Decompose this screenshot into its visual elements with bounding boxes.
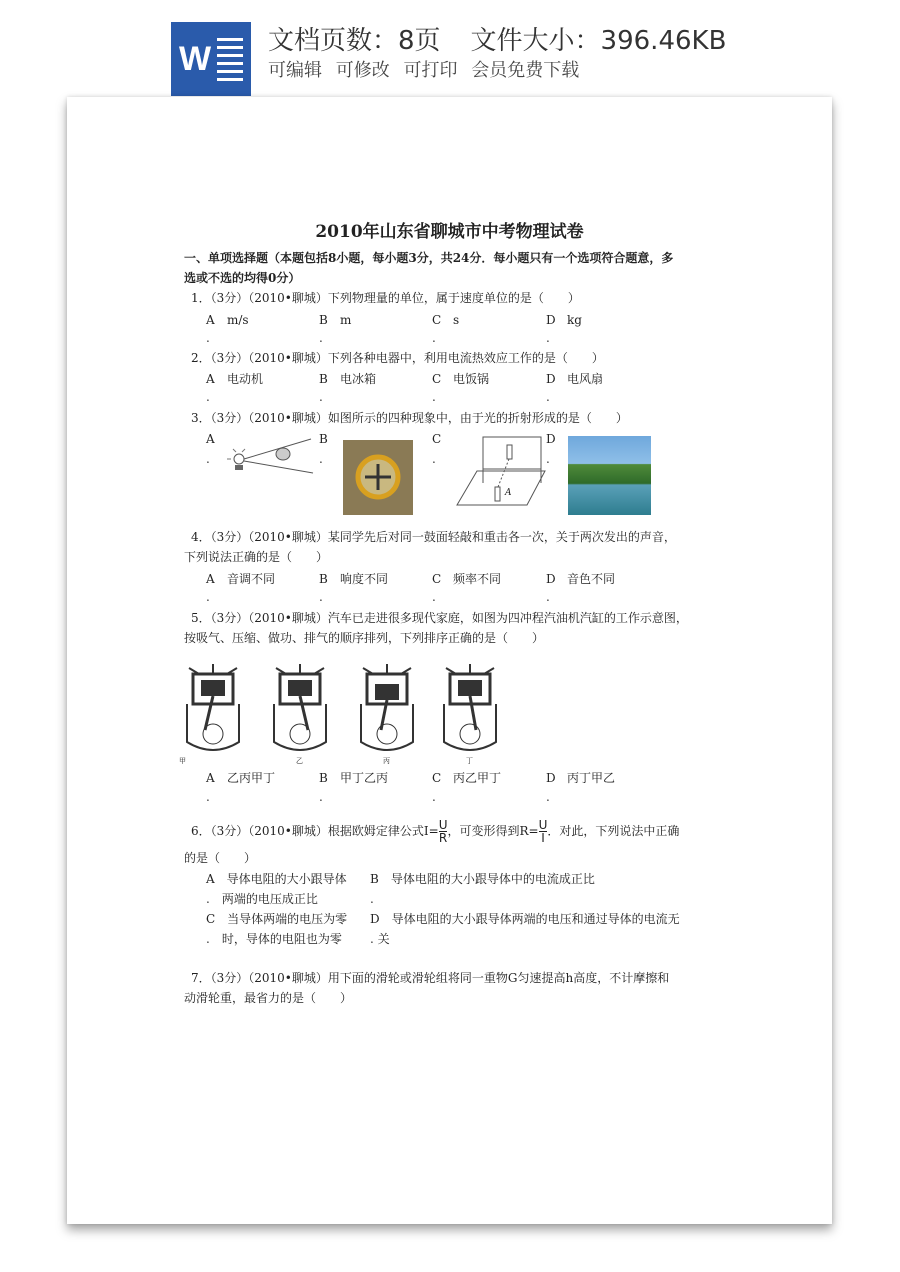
q6-option-c-cont-text: 时，导体的电阻也为零 [221, 932, 342, 946]
dot: . [432, 390, 436, 404]
figure-magnifier [343, 440, 413, 515]
dot: . [206, 590, 210, 604]
dot: . [206, 452, 210, 466]
q4-option-d: 音色不同 [567, 572, 616, 586]
q4-option-a: 音调不同 [227, 572, 276, 586]
figure-shadow-lamp [227, 437, 317, 481]
q6-stem-part-b: ，可变形得到R= [447, 824, 539, 838]
q6-stem-part-c: ．对此，下列说法中正确 [547, 824, 680, 838]
word-icon-letter: W [179, 40, 212, 78]
q2-option-d-letter: D [546, 372, 556, 386]
feature-member-download: 会员免费下载 [471, 60, 580, 81]
dot: . [319, 390, 323, 404]
feature-editable: 可编辑 [268, 60, 322, 81]
q4-option-a-letter: A [206, 572, 215, 586]
q6-option-b: B 导体电阻的大小跟导体中的电流成正比 [370, 872, 595, 886]
q6-option-c-cont [206, 931, 342, 947]
q6-option-a-cont [206, 891, 318, 907]
q1-option-d: kg [567, 313, 582, 327]
q3-option-d-letter: D [546, 432, 556, 446]
fraction-numerator: U [438, 818, 448, 832]
q1-option-b-letter: B [319, 313, 328, 327]
question-1-stem: 1．（3分）（2010•聊城）下列物理量的单位，属于速度单位的是（ ） [191, 291, 580, 305]
q4-option-d-letter: D [546, 572, 556, 586]
engine-label-bing: 丙 [383, 757, 390, 765]
q3-option-c-letter: C [432, 432, 442, 446]
dot: . [370, 932, 374, 946]
dot: . [319, 452, 323, 466]
dot: . [432, 790, 436, 804]
q6-option-d-cont-text: 关 [377, 932, 390, 946]
fraction-denominator: R [438, 831, 448, 845]
dot: . [206, 932, 222, 946]
q4-option-c: 频率不同 [453, 572, 502, 586]
question-7-stem: 7．（3分）（2010•聊城）用下面的滑轮或滑轮组将同一重物G匀速提高h高度，不计摩擦和 [191, 971, 670, 985]
document-lines-icon [217, 38, 243, 82]
question-5-stem-cont: 按吸气、压缩、做功、排气的顺序排列，下列排序正确的是（ ） [184, 631, 545, 645]
dot: . [206, 331, 210, 345]
dot: . [319, 590, 323, 604]
question-6-stem [191, 819, 679, 844]
dot: . [432, 331, 436, 345]
document-page [67, 97, 832, 1224]
q5-option-a: 乙丙甲丁 [227, 771, 276, 785]
figure-c-label: A [505, 488, 512, 498]
q3-option-a-letter: A [206, 432, 215, 446]
q5-option-b: 甲丁乙丙 [340, 771, 389, 785]
dot: . [319, 331, 323, 345]
dot: . [546, 331, 550, 345]
engine-figure-ding [440, 660, 500, 760]
question-3-stem: 3．（3分）（2010•聊城）如图所示的四种现象中，由于光的折射形成的是（ ） [191, 411, 628, 425]
q2-option-c: 电饭锅 [453, 372, 490, 386]
fraction-denominator: I [541, 831, 545, 845]
q2-option-b: 电冰箱 [340, 372, 377, 386]
dot: . [546, 590, 550, 604]
q6-option-a: A 导体电阻的大小跟导体 [206, 872, 347, 886]
question-4-stem: 4．（3分）（2010•聊城）某同学先后对同一鼓面轻敲和重击各一次，关于两次发出的声音， [191, 530, 676, 544]
page-count: 文档页数：8页 [268, 26, 441, 56]
q1-option-a: m/s [227, 313, 249, 327]
section-heading: 一、单项选择题（本题包括8小题，每小题3分，共24分．每小题只有一个选项符合题意，多 [184, 251, 674, 265]
dot: . [432, 452, 436, 466]
q5-option-a-letter: A [206, 771, 215, 785]
dot: . [370, 892, 374, 906]
q5-option-c: 丙乙甲丁 [453, 771, 502, 785]
q2-option-a-letter: A [206, 372, 215, 386]
q1-option-d-letter: D [546, 313, 556, 327]
question-2-stem: 2．（3分）（2010•聊城）下列各种电器中，利用电流热效应工作的是（ ） [191, 351, 604, 365]
q1-option-c-letter: C [432, 313, 442, 327]
q6-option-d: D 导体电阻的大小跟导体两端的电压和通过导体的电流无 [370, 912, 680, 926]
engine-label-jia: 甲 [179, 757, 186, 765]
document-title: 2010年山东省聊城市中考物理试卷 [315, 222, 584, 242]
q6-option-a-cont-text: 两端的电压成正比 [221, 892, 318, 906]
dot: . [319, 790, 323, 804]
feature-modifiable: 可修改 [335, 60, 390, 81]
dot: . [432, 590, 436, 604]
dot: . [206, 790, 210, 804]
dot: . [546, 390, 550, 404]
feature-list [268, 56, 587, 82]
q2-option-a: 电动机 [227, 372, 264, 386]
q1-option-b: m [340, 313, 352, 327]
word-file-icon [171, 22, 251, 96]
feature-printable: 可打印 [403, 60, 458, 81]
dot: . [206, 892, 222, 906]
q2-option-c-letter: C [432, 372, 442, 386]
q5-option-d: 丙丁甲乙 [567, 771, 616, 785]
q4-option-c-letter: C [432, 572, 442, 586]
file-info [268, 20, 726, 57]
q2-option-d: 电风扇 [567, 372, 604, 386]
fraction-numerator: U [538, 818, 548, 832]
engine-figure-bing [357, 660, 417, 760]
q5-option-c-letter: C [432, 771, 442, 785]
dot: . [546, 790, 550, 804]
q6-stem-part-a: 6．（3分）（2010•聊城）根据欧姆定律公式I= [191, 824, 439, 838]
magnifier-lens-icon [353, 452, 403, 502]
q3-option-b-letter: B [319, 432, 328, 446]
question-6-stem-cont: 的是（ ） [184, 851, 257, 865]
figure-mountain-reflection [568, 436, 651, 515]
engine-label-ding: 丁 [466, 757, 473, 765]
dot: . [546, 452, 550, 466]
q2-option-b-letter: B [319, 372, 328, 386]
engine-figure-yi [270, 660, 330, 760]
dot: . [206, 390, 210, 404]
question-5-stem: 5．（3分）（2010•聊城）汽车已走进很多现代家庭，如图为四冲程汽油机汽缸的工作示意图， [191, 611, 688, 625]
file-size: 文件大小：396.46KB [470, 26, 727, 56]
q6-option-c: C 当导体两端的电压为零 [206, 912, 348, 926]
q1-option-a-letter: A [206, 313, 215, 327]
engine-figure-jia [183, 660, 243, 760]
q4-option-b: 响度不同 [340, 572, 389, 586]
question-4-stem-cont: 下列说法正确的是（ ） [184, 550, 329, 564]
section-heading-cont: 选或不选的均得0分） [184, 271, 301, 285]
figure-plane-mirror [455, 435, 547, 509]
q5-option-d-letter: D [546, 771, 556, 785]
q6-option-d-cont [370, 931, 390, 947]
engine-label-yi: 乙 [296, 757, 303, 765]
q4-option-b-letter: B [319, 572, 328, 586]
q5-option-b-letter: B [319, 771, 328, 785]
q1-option-c: s [453, 313, 460, 327]
question-7-stem-cont: 动滑轮重，最省力的是（ ） [184, 991, 353, 1005]
